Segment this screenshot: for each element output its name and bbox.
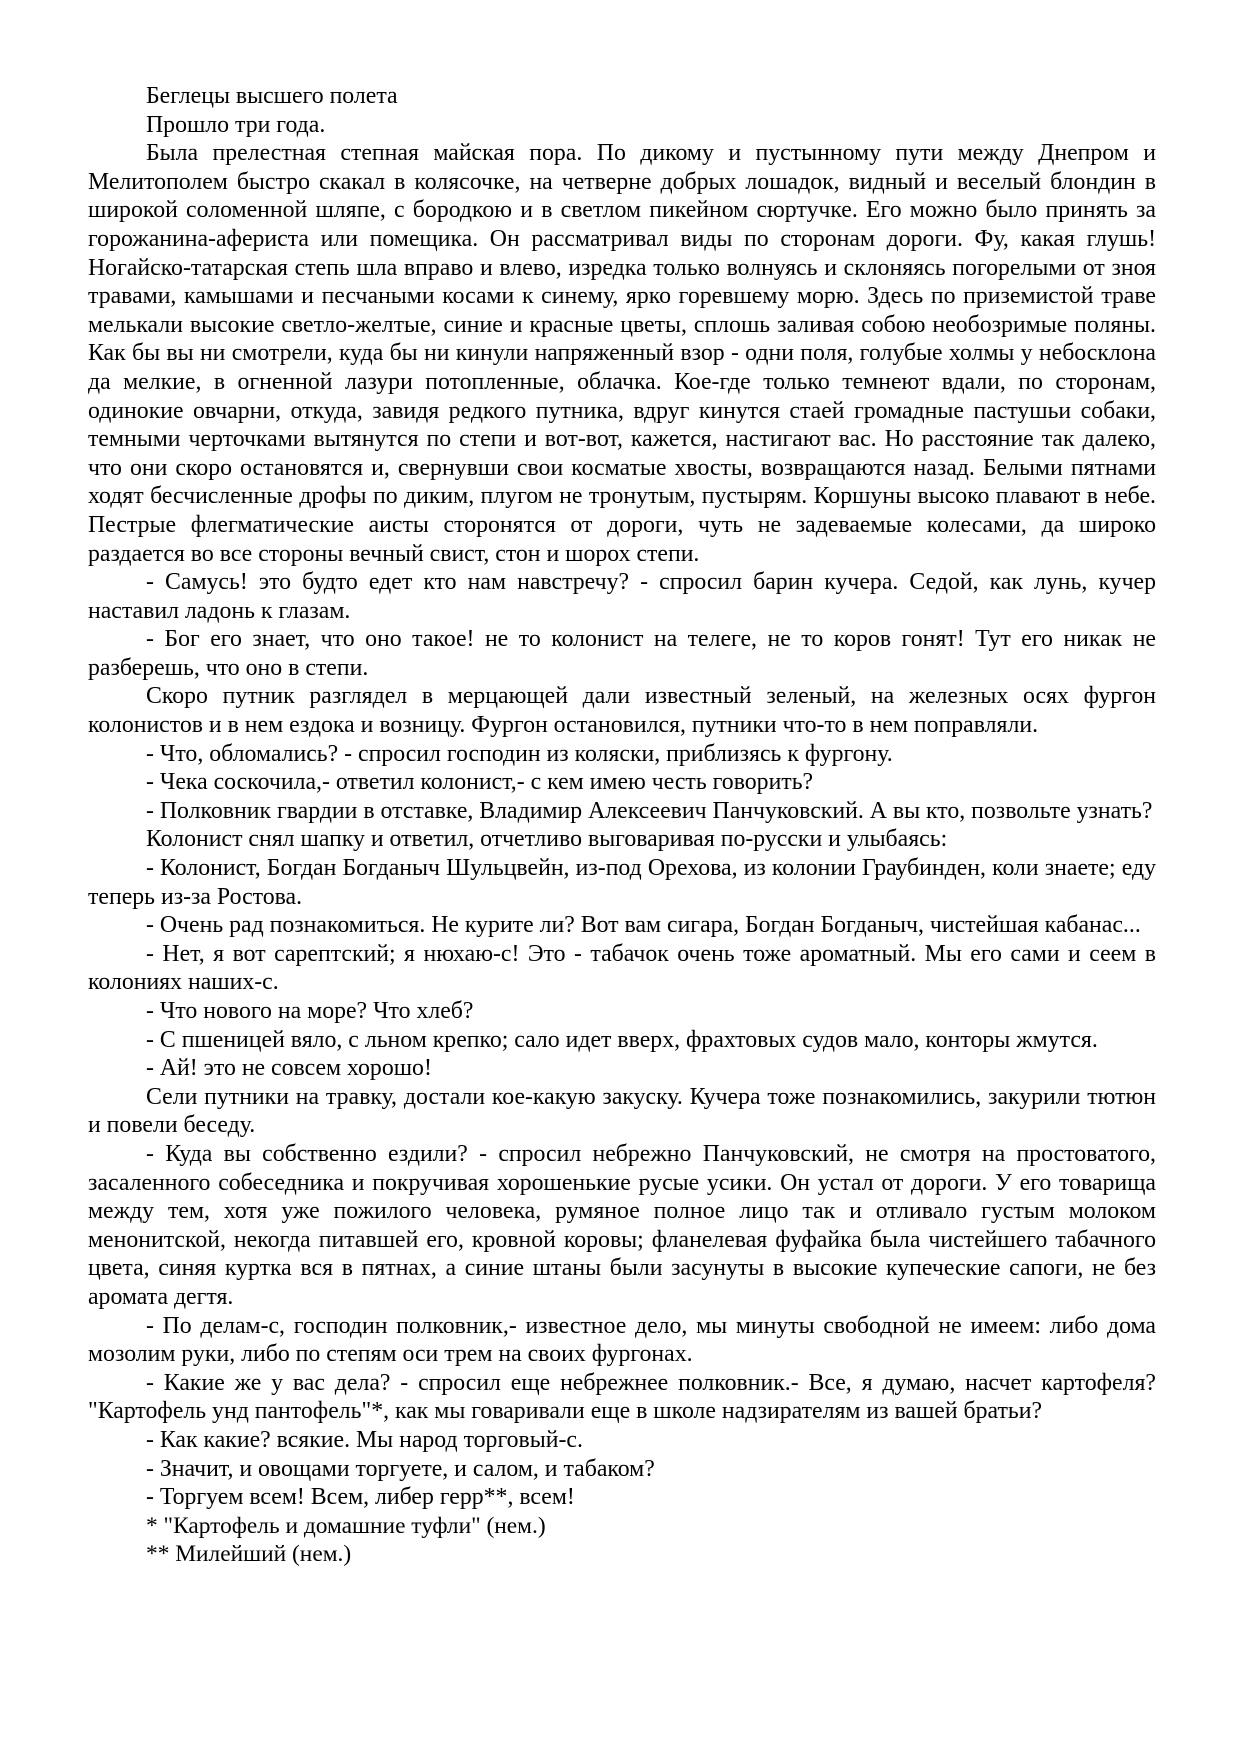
document-body	[88, 82, 1156, 1569]
paragraph: - Очень рад познакомиться. Не курите ли? Вот вам сигара, Богдан Богданыч, чистейшая кабанас...	[146, 912, 1141, 939]
paragraph: Прошло три года.	[146, 111, 326, 138]
paragraph: - Куда вы собственно ездили? - спросил небрежно Панчуковский, не смотря на простоватого, засаленного собеседника и покручивая хорошенькие русые усики. Он устал от дороги. У его товарища между тем, хотя уже пожилого человека, румяное полное лицо так и отливало густым молоком менонитской, некогда питавшей его, кровной коровы; фланелевая фуфайка была чистейшего табачного цвета, синяя куртка вся в пятнах, а синие штаны были засунуты в высокие купеческие сапоги, не без аромата дегтя.	[88, 1140, 1156, 1310]
paragraph: - Как какие? всякие. Мы народ торговый-с.	[146, 1426, 583, 1453]
paragraph: Скоро путник разглядел в мерцающей дали известный зеленый, на железных осях фургон колонистов и в нем ездока и возницу. Фургон остановился, путники что-то в нем поправляли.	[88, 683, 1156, 739]
paragraph: - Ай! это не совсем хорошо!	[146, 1055, 432, 1082]
paragraph: - Чека соскочила,- ответил колонист,- с кем имею честь говорить?	[146, 769, 814, 796]
paragraph: - С пшеницей вяло, с льном крепко; сало идет вверх, фрахтовых судов мало, конторы жмутся.	[146, 1026, 1098, 1053]
paragraph: - Торгуем всем! Всем, либер герр**, всем!	[146, 1484, 575, 1511]
paragraph: Колонист снял шапку и ответил, отчетливо выговаривая по-русски и улыбаясь:	[146, 826, 948, 853]
paragraph: Была прелестная степная майская пора. По дикому и пустынному пути между Днепром и Мелитополем быстро скакал в колясочке, на четверне добрых лошадок, видный и веселый блондин в широкой соломенной шляпе, с бородкою и в светлом пикейном сюртучке. Его можно было принять за горожанина-афериста или помещика. Он рассматривал виды по сторонам дороги. Фу, какая глушь! Ногайско-татарская степь шла вправо и влево, изредка только волнуясь и склоняясь погорелыми от зноя травами, камышами и песчаными косами к синему, ярко горевшему морю. Здесь по приземистой траве мелькали высокие светло-желтые, синие и красные цветы, сплошь заливая собою необозримые поляны. Как бы вы ни смотрели, куда бы ни кинули напряженный взор - одни поля, голубые холмы у небосклона да мелкие, в огненной лазури потопленные, облачка. Кое-где только темнеют вдали, по сторонам, одинокие овчарни, откуда, завидя редкого путника, вдруг кинутся стаей громадные пастушьи собаки, темными черточками вытянутся по степи и вот-вот, кажется, настигают вас. Но расстояние так далеко, что они скоро остановятся и, свернувши свои косматые хвосты, возвращаются назад. Белыми пятнами ходят бесчисленные дрофы по диким, плугом не тронутым, пустырям. Коршуны высоко плавают в небе. Пестрые флегматические аисты сторонятся от дороги, чуть не задеваемые колесами, да широко раздается во все стороны вечный свист, стон и шорох степи.	[88, 140, 1156, 567]
chapter-title: Беглецы высшего полета	[146, 83, 398, 109]
paragraph: - Что нового на море? Что хлеб?	[146, 998, 474, 1024]
footnote: * "Картофель и домашние туфли" (нем.)	[146, 1512, 546, 1539]
paragraph: - Какие же у вас дела? - спросил еще небрежнее полковник.- Все, я думаю, насчет картофеля? "Картофель унд пантофель"*, как мы говаривали еще в школе надзирателям из вашей братьи?	[88, 1369, 1156, 1425]
paragraph: - По делам-с, господин полковник,- известное дело, мы минуты свободной не имеем: либо дома мозолим руки, либо по степям оси трем на своих фургонах.	[88, 1312, 1156, 1368]
paragraph: - Нет, я вот сарептский; я нюхаю-с! Это - табачок очень тоже ароматный. Мы его сами и сеем в колониях наших-с.	[88, 940, 1156, 996]
paragraph: - Полковник гвардии в отставке, Владимир Алексеевич Панчуковский. А вы кто, позвольте узнать?	[146, 797, 1153, 824]
paragraph: Сели путники на травку, достали кое-какую закуску. Кучера тоже познакомились, закурили тютюн и повели беседу.	[88, 1083, 1156, 1139]
footnote: ** Милейший (нем.)	[146, 1541, 352, 1568]
paragraph: - Бог его знает, что оно такое! не то колонист на телеге, не то коров гонят! Тут его никак не разберешь, что оно в степи.	[88, 626, 1156, 681]
paragraph: - Самусь! это будто едет кто нам навстречу? - спросил барин кучера. Седой, как лунь, кучер наставил ладонь к глазам.	[88, 569, 1156, 624]
paragraph: - Колонист, Богдан Богданыч Шульцвейн, из-под Орехова, из колонии Граубинден, коли знаете; еду теперь из-за Ростова.	[88, 855, 1156, 910]
paragraph: - Значит, и овощами торгуете, и салом, и табаком?	[146, 1455, 655, 1482]
paragraph: - Что, обломались? - спросил господин из коляски, приблизясь к фургону.	[146, 740, 893, 767]
